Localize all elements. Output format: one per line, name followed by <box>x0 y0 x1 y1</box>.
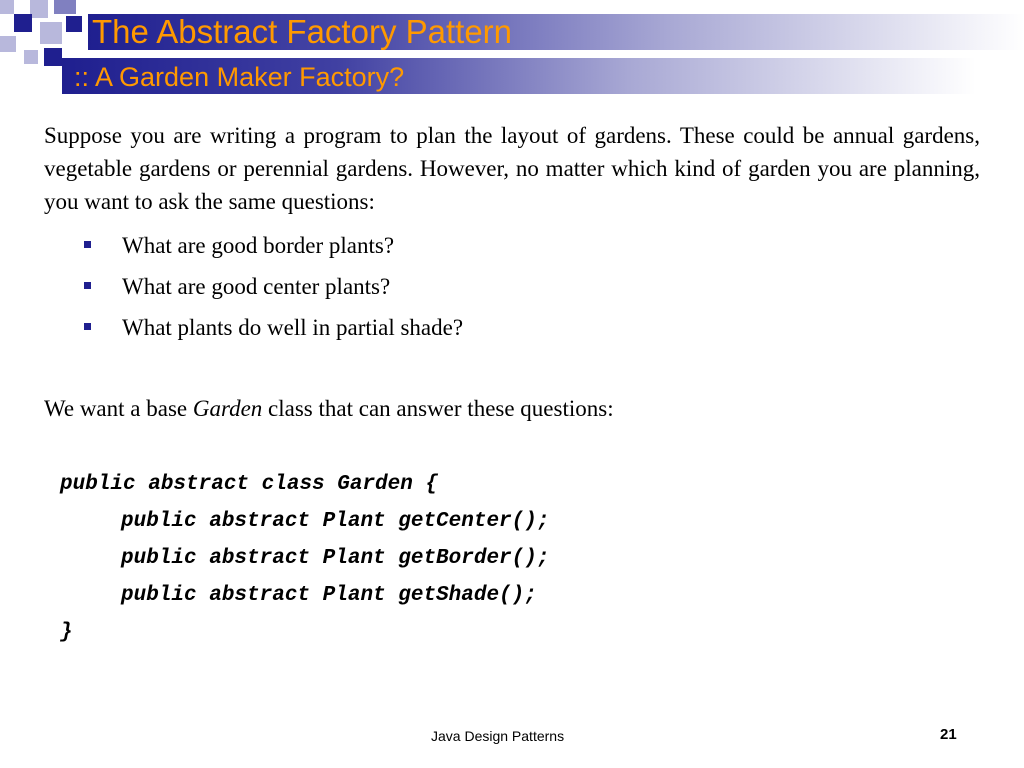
slide-subtitle: :: A Garden Maker Factory? <box>74 62 405 92</box>
square-bullet-icon <box>84 282 91 289</box>
square-bullet-icon <box>84 241 91 248</box>
list-item-text: What plants do well in partial shade? <box>122 315 464 340</box>
code-line: public abstract Plant getBorder(); <box>121 547 550 570</box>
intro-paragraph: Suppose you are writing a program to plan the layout of gardens. These could be annual gardens, vegetable gardens or perennial gardens. However, no matter which kind of garden you are planning, you want to ask the same questions: <box>44 123 980 214</box>
code-line: public abstract Plant getCenter(); <box>121 510 550 533</box>
statement-class-name: Garden <box>192 396 263 421</box>
base-class-statement <box>44 392 614 425</box>
slide-title: The Abstract Factory Pattern <box>92 13 513 50</box>
list-item-text: What are good border plants? <box>122 233 395 258</box>
code-line: public abstract Plant getShade(); <box>121 584 537 607</box>
statement-end: class that can answer these questions: <box>262 396 614 421</box>
footer-title: Java Design Patterns <box>431 728 565 744</box>
square-bullet-icon <box>84 323 91 330</box>
page-number: 21 <box>940 726 957 743</box>
code-line: public abstract class Garden { <box>60 473 439 496</box>
statement-start: We want a base <box>44 396 193 421</box>
list-item-text: What are good center plants? <box>122 274 391 299</box>
code-line: } <box>60 621 73 644</box>
